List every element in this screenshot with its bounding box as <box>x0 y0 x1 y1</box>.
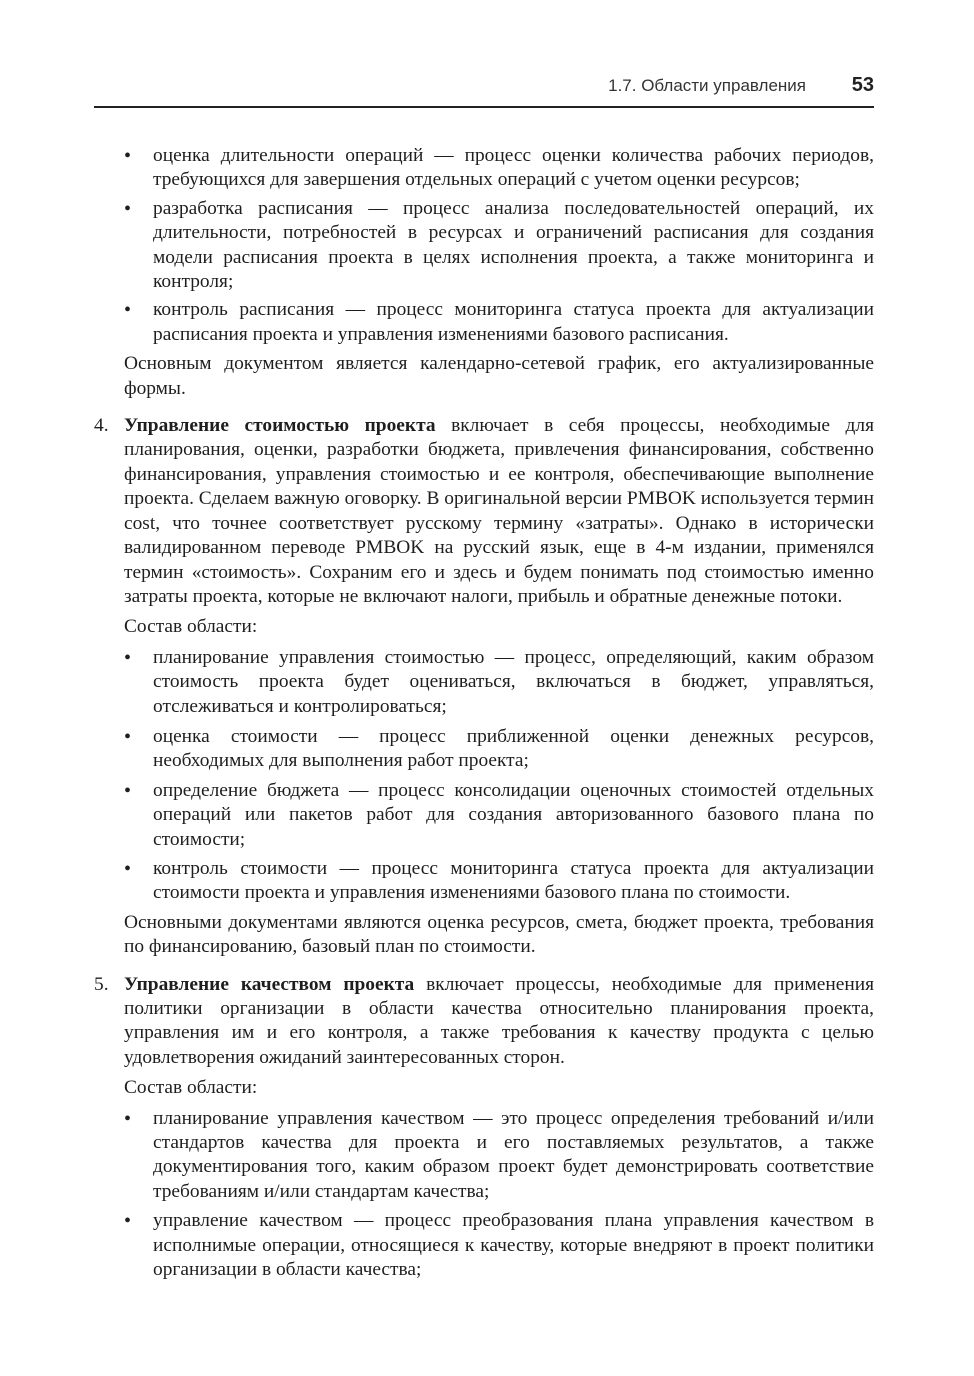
page-number: 53 <box>851 74 874 96</box>
running-header <box>94 66 874 108</box>
list-item: • контроль расписания — процесс мониторинга статуса проекта для актуализации расписания проекта и управления изменениями базового расписания. <box>94 298 874 347</box>
composition-label: Состав области: <box>124 616 258 638</box>
item-number: 5. <box>94 973 109 995</box>
list-item: • планирование управления качеством — это процесс определения требований и/или стандартов качества для проекта и его поставляемых результатов, а также документирования того, каким образом проект будет демонстрировать соответствие требованиям и/или стандартам качества; <box>94 1107 874 1205</box>
schedule-documents-paragraph: Основным документом является календарно-сетевой график, его актуализированные формы. <box>124 353 874 399</box>
list-item: • оценка стоимости — процесс приближенной оценки денежных ресурсов, необходимых для выполнения работ проекта; <box>94 725 874 774</box>
section-title: 1.7. Области управления <box>608 76 806 95</box>
page-content <box>94 144 874 1282</box>
item-paragraph <box>124 414 874 609</box>
cost-process-list <box>94 646 874 906</box>
quality-process-list <box>94 1107 874 1283</box>
item-cost-management <box>94 414 874 640</box>
item-text: включает процессы, необходимые для применения политики организации в области качества относительно планирования проекта, управления им и его контроля, а также требования к качеству продукта с целью удовлетворения ожиданий заинтересованных сторон. <box>124 973 874 1068</box>
list-item: • разработка расписания — процесс анализа последовательностей операций, их длительности, потребностей в ресурсах и ограничений расписания для создания модели расписания проекта в целях исполнения проекта, а также мониторинга и контроля; <box>94 197 874 295</box>
item-title: Управление качеством проекта <box>124 973 415 995</box>
item-text: включает в себя процессы, необходимые для планирования, оценки, разработки бюджета, привлечения финансирования, собственно финансирования, управления стоимостью и ее контроля, обеспечивающие выполнение проекта. Сделаем важную оговорку. В оригинальной версии PMBOK используется термин cost, что точнее соответствует русскому термину «затраты». Однако в исторически валидированном переводе PMBOK на русский язык, еще в 4-м издании, применялся термин «стоимость». Сохраним его и здесь и будем понимать под стоимостью именно затраты проекта, которые не включают налоги, прибыль и обратные денежные потоки. <box>124 415 875 607</box>
item-title: Управление стоимостью проекта <box>124 415 436 437</box>
item-paragraph <box>124 973 874 1071</box>
list-item: • планирование управления стоимостью — процесс, определяющий, каким образом стоимость проекта будет оцениваться, включаться в бюджет, управляться, отслеживаться и контролироваться; <box>94 646 874 719</box>
list-item: • оценка длительности операций — процесс оценки количества рабочих периодов, требующихся для завершения отдельных операций с учетом оценки ресурсов; <box>94 144 874 193</box>
list-item: • управление качеством — процесс преобразования плана управления качеством в исполнимые операции, относящиеся к качеству, которые внедряют в проект политики организации в области качества; <box>94 1209 874 1282</box>
list-item: • контроль стоимости — процесс мониторинга статуса проекта для актуализации стоимости проекта и управления изменениями базового плана по стоимости. <box>94 857 874 906</box>
schedule-process-list <box>94 144 874 347</box>
list-item: • определение бюджета — процесс консолидации оценочных стоимостей отдельных операций или пакетов работ для создания авторизованного базового плана по стоимости; <box>94 779 874 852</box>
item-number: 4. <box>94 415 109 437</box>
item-quality-management <box>94 973 874 1101</box>
composition-label: Состав области: <box>124 1077 258 1099</box>
cost-documents-paragraph: Основными документами являются оценка ресурсов, смета, бюджет проекта, требования по финансированию, базовый план по стоимости. <box>124 911 874 958</box>
